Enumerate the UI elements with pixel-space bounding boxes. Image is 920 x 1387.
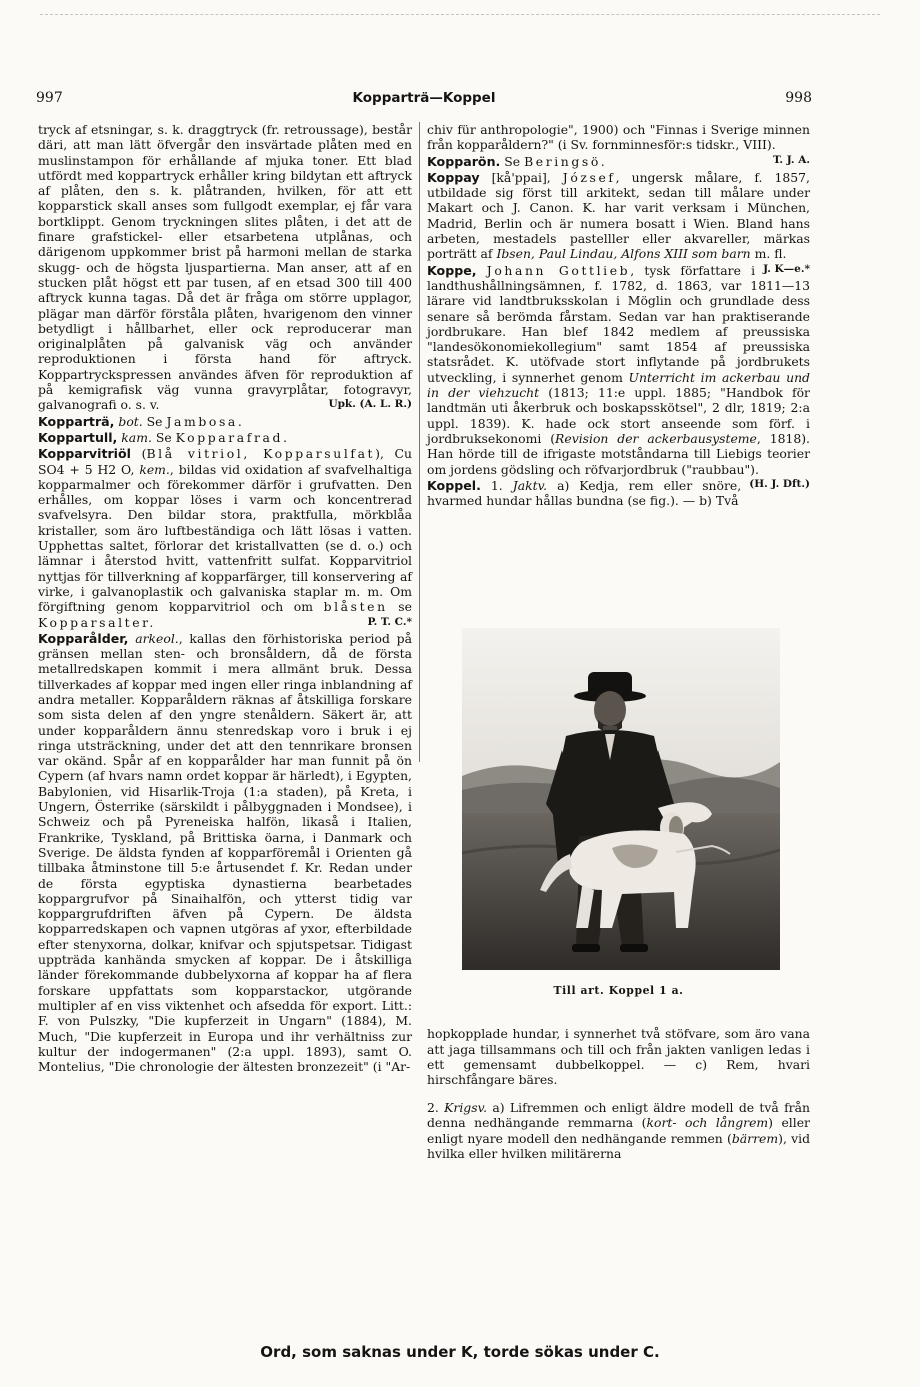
page-footer-note: Ord, som saknas under K, torde sökas under C. — [260, 1343, 660, 1361]
author-signature: T. J. A. — [772, 153, 810, 166]
entry-kopparalder: Kopparålder, arkeol., kallas den förhistoriska period på gränsen mellan sten- och bronsåldern, då de första metallredskapen kommit i mera allmänt bruk. Dessa tillverkades af koppar med ingen eller ringa inblandning af andra metaller. Kopparåldern räknas af åtskilliga forskare som sista delen af den yngre stenåldern. Säkert är, att under kopparåldern ännu stenredskap voro i bruk i ej ringa utsträckning, under det att den tennrikare bronsen var okänd. Spår af en kopparålder har man funnit på ön Cypern (af hvars namn ordet koppar är härledt), i Egypten, Babylonien, vid Hisarlik-Troja (1:a staden), på Kreta, i Ungern, Österrike (särskildt i pålbyggnaden i Mondsee), i Schweiz och på Pyreneiska halfön, likaså i Italien, Frankrike, Tyskland, på Brittiska öarna, i Danmark och Sverige. De äldsta fynden af kopparföremål i Orienten gå tillbaka åtminstone till 5:e årtusendet f. Kr. Redan under de första egyptiska dynastierna bearbetades koppargrufvor på Sinaihalfön, och ytterst tidig var koppargrufdriften äfven på Cypern. De äldsta kopparredskapen och vapnen utgöras af yxor, efterbildade efter stenyxorna, dolkar, knifvar och spjutspetsar. Tidigast uppträda kanhända smycken af koppar. De i åtskilliga länder förekommande dubbelyxorna af koppar ha af flera forskare uppfattats som kopparstackor, utgörande multipler af en viss viktenhet och afsedda för export. Litt.: F. von Pulszky, "Die kupferzeit in Ungarn" (1884), M. Much, "Die kupferzeit in Europa und ihr verhältniss zur kultur der indogermanen" (2:a uppl. 1893), samt O. Montelius, "Die chronologie der ältesten bronzezeit" (i "Ar- — [38, 630, 412, 1075]
entry-kopparvitriol: Kopparvitriöl (Blå vitriol, Kopparsulfat), Cu SO4 + 5 H2 O, kem., bildas vid oxidation af svafvelhaltiga kopparmalmer och förekommer därför i grufvatten. Den erhålles, om koppar löses i varm och koncentrerad svafvelsyra. Den bildar stora, praktfulla, mörkblåa kristaller, som äro luftbeständiga och lätt lösas i vatten. Upphettas saltet, förlorar det kristallvatten (se d. o.) och lämnar i återstod hvitt, vattenfritt sulfat. Kopparvitriol nyttjas för tillverkning af kopparfärger, till konservering af virke, i galvanoplastik och galvaniska staplar m. m. Om förgiftning genom kopparvitriol och om blåsten se Kopparsalter. P. T. C.* — [38, 446, 412, 630]
entry-koppe: Koppe, Johann Gottlieb, tysk författare i landthushållningsämnen, f. 1782, d. 1863, var 1811—13 lärare vid landtbruksskolan i Möglin och grundlade dess senare så berömda fårstam. Sedan var han praktiserande jordbrukare. Han blef 1842 medlem af preussiska "landesökonomiekollegium" samt 1854 af preussiska statsrådet. K. utöfvade stort inflytande på jordbrukets utveckling, i synnerhet genom Unterricht im ackerbau und in der viehzucht (1813; 11:e uppl. 1885; "Handbok för landtmän uti åkerbruk och boskapsskötsel", 2 dlr, 1819; 2:a uppl. 1839). K. hade ock stort anseende som förf. i jordbruksekonomi (Revision der ackerbausysteme, 1818). Han hörde till de ifrigaste motståndarna till Liebigs teorier om jordens gödsling och röfvarjordbruk ("raubbau"). (H. J. Dft.) — [427, 263, 810, 477]
headword: Kopparålder, — [38, 630, 129, 646]
entry-koppartull: Koppartull, kam. Se Kopparafrad. — [38, 429, 290, 445]
right-column — [427, 122, 810, 508]
right-column-continued — [427, 1014, 810, 1174]
headword: Koppay — [427, 169, 480, 185]
left-column — [38, 122, 412, 1074]
entry-koppel-2: 2. Krigsv. a) Lifremmen och enligt äldre modell de två från denna nedhängande remmarna (kort- och långrem) eller enligt nyare modell den nedhängande remmen (bärrem), vid hvilka eller hvilken militärerna — [427, 1099, 811, 1161]
headword: Koppe, — [427, 262, 477, 278]
entry-koppay: Koppay [kå'ppai], József, ungersk målare, f. 1857, utbildade sig först till arkitekt, sedan till målare under Makart och J. Canon. K. har varit verksam i München, Madrid, Berlin och är numera bosatt i Wien. Bland hans arbeten, mestadels pastelller eller akvareller, märkas porträtt af Ibsen, Paul Lindau, Alfons XIII som barn m. fl. J. K—e.* — [427, 170, 810, 262]
page-header — [36, 90, 812, 110]
headword: Kopparön. — [427, 153, 501, 169]
entry-koppel-continuation: hopkopplade hundar, i synnerhet två stöfvare, som äro vana att jaga tillsammans och till och från jakten vanligen ledas i ett gemensamt dubbelkoppel. — c) Rem, hvari hirschfångare bäres. — [427, 1026, 810, 1088]
author-signature: P. T. C.* — [367, 615, 412, 628]
top-scan-edge — [40, 14, 880, 15]
entry-koppel: Koppel. 1. Jaktv. a) Kedja, rem eller snöre, hvarmed hundar hållas bundna (se fig.). — b) Två — [427, 477, 742, 509]
author-signature: (H. J. Dft.) — [749, 477, 810, 490]
entry-continuation: tryck af etsningar, s. k. draggtryck (fr. retroussage), består däri, att man lätt öfvergår den insvärtade plåten med en muslinstampon för erhållande af mjuka toner. Ett blad utfördt med koppartryck erhåller kring bildytan ett aftryck af plåten, den s. k. plåtranden, hvilken, för att ett kopparstick skall anses som fullgodt exemplar, ej får vara bortklippt. Genom tryckningen slites plåten, i det att de finare grafstickel- eller etsarbetena utplånas, och därigenom uppkommer brist på harmoni mellan de starka skugg- och de högsta ljuspartierna. Man anser, att af en stucken plåt högst ett par tusen, af en etsad 300 till 400 aftryck kunna tagas. Då det är fråga om större upplagor, plägar man därför förståla plåten, hvarigenom den vinner betydligt i hållbarhet, eller ock reproducerar man originalplåten på galvanisk väg och använder reproduktionen i första hand för aftryck. Koppartryckspressen användes äfven för reproduktion af på kemigrafisk väg vunna gravyrplåtar, fotogravyr, galvanografi o. s. v. Upk. (A. L. R.) — [38, 122, 412, 413]
headword: Kopparvitriöl — [38, 446, 131, 462]
headword: Koppel. — [427, 477, 481, 493]
author-signature: J. K—e.* — [763, 262, 810, 275]
entry-kopparträ: Kopparträ, bot. Se Jambosa. — [38, 413, 245, 429]
headword: Kopparträ, — [38, 413, 115, 429]
photo-caption: Till art. Koppel 1 a. — [553, 984, 684, 997]
photo-illustration — [462, 628, 780, 970]
entry-kopparon: Kopparön. Se Beringsö. — [427, 153, 608, 169]
photo-hunter-with-dog — [462, 628, 780, 970]
column-divider — [419, 122, 420, 762]
entry-continuation: chiv für anthropologie", 1900) och "Finnas i Sverige minnen från kopparåldern?" (i Sv. fornminnesför:s tidskr., VIII). T. J. A. — [427, 122, 810, 153]
author-signature: Upk. (A. L. R.) — [328, 398, 412, 411]
page-number-left: 997 — [36, 90, 63, 106]
headword: Koppartull, — [38, 429, 118, 445]
page-title: Kopparträ—Koppel — [352, 90, 496, 106]
page-number-right: 998 — [785, 90, 812, 106]
